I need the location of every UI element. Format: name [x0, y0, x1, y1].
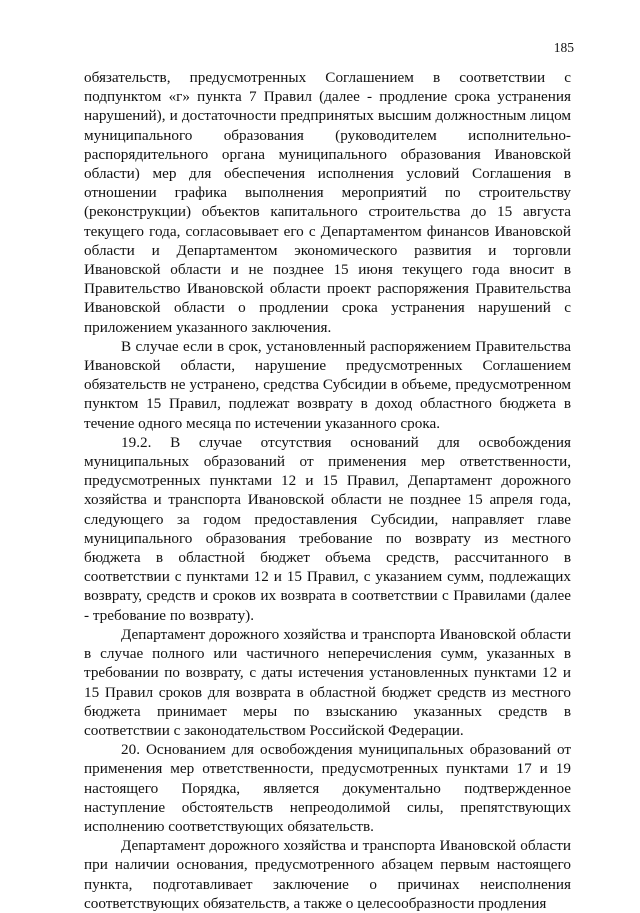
paragraph: Департамент дорожного хозяйства и транспорта Ивановской области в случае полного или частичного неперечисления сумм, указанных в требовании по возврату, с даты истечения установленных пунктами 12 и 15 Правил сроков для возврата в областной бюджет средств из местного бюджета принимает меры по взысканию указанных средств в соответствии с законодательством Российской Федерации. — [84, 625, 571, 739]
paragraph-clause-19-2: 19.2. В случае отсутствия оснований для освобождения муниципальных образований от применения мер ответственности, предусмотренных пунктами 12 и 15 Правил, Департамент дорожного хозяйства и транспорта Ивановской области не позднее 15 апреля года, следующего за годом предоставления Субсидии, направляет главе муниципального образования требование по возврату из местного бюджета в областной бюджет объема средств, рассчитанного в соответствии с пунктами 12 и 15 Правил, с указанием сумм, подлежащих возврату, средств и сроков их возврата в соответствии с Правилами (далее - требование по возврату). — [84, 433, 571, 624]
document-body — [84, 68, 571, 913]
page-number: 185 — [553, 40, 574, 55]
paragraph-clause-20: 20. Основанием для освобождения муниципальных образований от применения мер ответственности, предусмотренных пунктами 17 и 19 настоящего Порядка, является документально подтвержденное наступление обстоятельств непреодолимой силы, препятствующих исполнению соответствующих обязательств. — [84, 741, 571, 835]
paragraph: Департамент дорожного хозяйства и транспорта Ивановской области при наличии основания, предусмотренного абзацем первым настоящего пункта, подготавливает заключение о причинах неисполнения соответствующих обязательств, а также о целесообразности продления — [84, 837, 571, 912]
paragraph: В случае если в срок, установленный распоряжением Правительства Ивановской области, нарушение предусмотренных Соглашением обязательств не устранено, средства Субсидии в объеме, предусмотренном пунктом 15 Правил, подлежат возврату в доход областного бюджета в течение одного месяца по истечении указанного срока. — [84, 337, 571, 432]
paragraph-continuation: обязательств, предусмотренных Соглашением в соответствии с подпунктом «г» пункта 7 Правил (далее - продление срока устранения нарушений), и достаточности предпринятых высшим должностным лицом муниципального образования (руководителем исполнительно-распорядительного органа муниципального образования Ивановской области) мер для обеспечения исполнения условий Соглашения в отношении графика выполнения мероприятий по строительству (реконструкции) объектов капитального строительства до 15 августа текущего года, согласовывает его с Департаментом финансов Ивановской области и Департаментом экономического развития и торговли Ивановской области и не позднее 15 июня текущего года вносит в Правительство Ивановской области проект распоряжения Правительства Ивановской области о продлении срока устранения нарушений с приложением указанного заключения. — [84, 69, 571, 336]
